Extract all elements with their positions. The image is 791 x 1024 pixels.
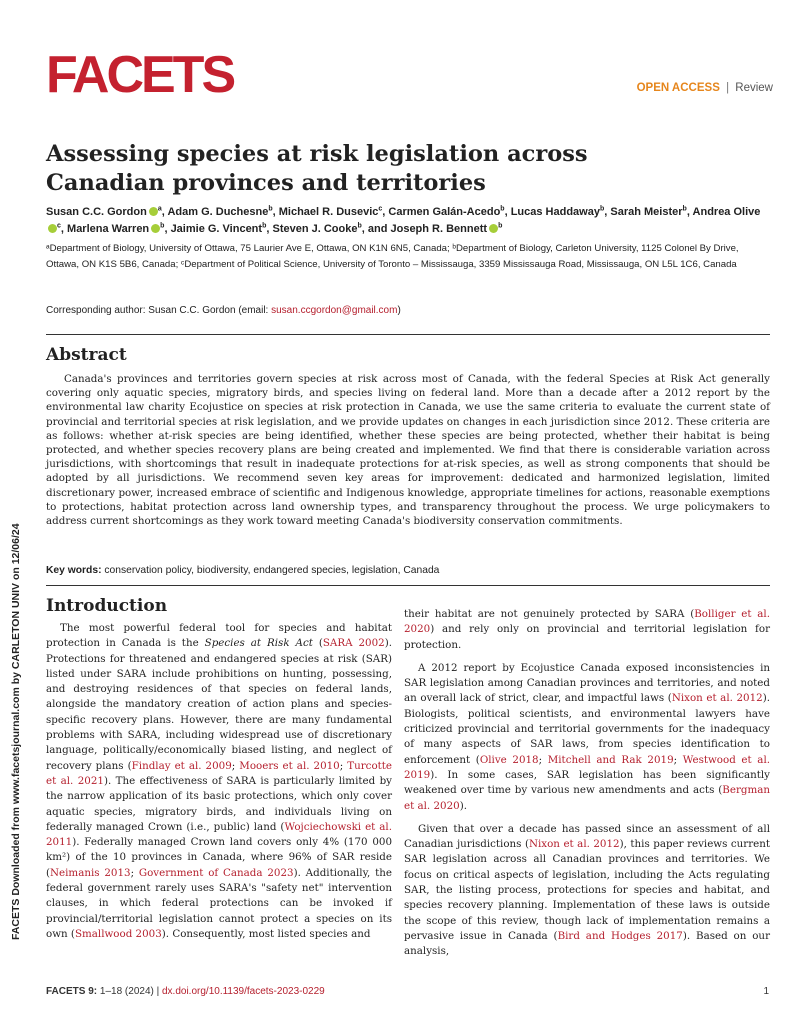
keywords-label: Key words: — [46, 565, 102, 576]
body-text: ; — [339, 759, 348, 772]
open-access-label: OPEN ACCESS — [636, 82, 720, 94]
abstract-text: Canada's provinces and territories govern species at risk across most of Canada, with the federal Species at Risk Act generally covering only aquatic species, migratory birds, and species living on federal land. More than a decade after a 2012 report by the environmental law charity Ecojustice on species at risk protection in Canada, we use the same criteria to evaluate the current state of provincial and territorial species at risk legislation, and we provide updates on changes in each jurisdiction since 2012. These criteria are as follows: whether at-risk species are being identified, whether these species are being protected, whether their habitat is being protected, and whether species recovery plans are being created and implemented. We find that there is considerable variation across jurisdictions, with shortcomings that result in inadequate protections for at-risk species, as well as strong components that should be adopted by all jurisdictions. We recommend seven key areas for improvement: dedicated and harmonized legislation, limited discretionary power, increased embrace of scientific and Indigenous knowledge, appropriate timelines for actions, reasonable exemptions to protections, habitat protection across land ownership types, and transparency throughout the process. We urge policymakers to address current shortcomings as they work toward meeting Canada's biodiversity conservation commitments. — [46, 373, 770, 528]
body-text: ). In some cases, SAR legislation has been significantly weakened over time by various new amendments and acts ( — [404, 768, 770, 797]
corresponding-author-text: Corresponding author: Susan C.C. Gordon (email: — [46, 305, 272, 316]
doi-link[interactable]: dx.doi.org/10.1139/facets-2023-0229 — [162, 986, 325, 997]
author-name: Sarah Meister — [610, 206, 683, 218]
italic-text: Species at Risk Act — [204, 637, 313, 650]
author-affiliation-marker: b — [500, 205, 505, 213]
body-text: ). — [459, 799, 467, 812]
citation-link[interactable]: Bolliger et al. 2020 — [404, 608, 770, 636]
citation-link[interactable]: Mooers et al. 2010 — [239, 759, 340, 772]
orcid-icon[interactable] — [151, 224, 160, 233]
article-type-header — [637, 82, 773, 94]
body-text: ). Additionally, the federal government rarely uses SARA's "safety net" intervention clauses, in which federal protections can be invoked if provincial/territorial legislation cannot protect a species on its own ( — [46, 866, 392, 940]
author-affiliation-marker: b — [262, 222, 267, 230]
author-affiliation-marker: b — [268, 205, 273, 213]
body-text: ). The effectiveness of SARA is particularly limited by the narrow application of its basic protections, which only cover aquatic species, migratory birds, and individuals living on federally managed Crown (i.e., public) land ( — [46, 774, 392, 833]
author-name: Andrea Olive — [692, 206, 761, 218]
affiliations: ᵃDepartment of Biology, University of Ottawa, 75 Laurier Ave E, Ottawa, ON K1N 6N5, Canada; ᵇDepartment of Biology, Carleton University, 1125 Colonel By Drive, Ottawa, ON K1S 5B6, Canada; ᶜDepartment of Political Science, University of Toronto – Mississauga, 3359 Mississauga Road, Mississauga, ON L5L 1C6, Canada — [46, 243, 739, 270]
citation-link[interactable]: Nixon et al. 2012 — [671, 692, 763, 705]
author-name: Steven J. Cooke — [272, 223, 358, 235]
citation-link[interactable]: SARA 2002 — [322, 637, 385, 650]
citation-link[interactable]: Neimanis 2013 — [50, 866, 131, 879]
footer-pages: 1–18 (2024) | — [97, 986, 162, 997]
body-text: A 2012 report by Ecojustice Canada exposed inconsistencies in SAR legislation among Canadian provinces and territories, and noted an overall lack of strict, clear, and impactful laws ( — [404, 661, 770, 705]
citation-link[interactable]: Bergman et al. 2020 — [404, 784, 770, 812]
author-affiliation-marker: c — [378, 205, 383, 213]
citation-link[interactable]: Government of Canada 2023 — [138, 866, 294, 879]
author-affiliation-marker: b — [357, 222, 362, 230]
header-separator: | — [726, 82, 730, 94]
orcid-icon[interactable] — [48, 224, 57, 233]
keywords-text: conservation policy, biodiversity, endangered species, legislation, Canada — [101, 565, 440, 576]
section-divider — [46, 585, 770, 586]
author-affiliation-marker: b — [599, 205, 605, 213]
body-text: ). Protections for threatened and endangered species at risk (SAR) listed under SARA include prohibitions on hunting, possessing, and destroying residences of that species on federal lands, alongside the mandatory creation of action plans and species-specific recovery plans. However, there are many fundamental problems with SARA, including widespread use of discretionary language, politically/economically biased listing, and neglect of recovery plans ( — [46, 637, 392, 772]
body-text: ). Biologists, political scientists, and environmental lawyers have criticized provincial and territorial governments for the inadequacy of many aspects of SAR laws, from species identification to enforcement ( — [404, 692, 770, 766]
citation-link[interactable]: Bird and Hodges 2017 — [557, 929, 683, 942]
introduction-right-column — [404, 607, 770, 960]
corresponding-author — [46, 305, 766, 316]
introduction-paragraph — [404, 607, 770, 653]
article-title: Assessing species at risk legislation across Canadian provinces and territories — [46, 141, 588, 196]
author-list: Susan C.C. Gordon $^a$, Adam G. Duchesne$^b$, Michael R. Dusevic$^c$, Carmen Galán-Acedo$^b$, Lucas Haddaway$^b$, Sarah Meister$^b$, Andrea Olive$^c$, Marlena Warren $^b$, Jaimie G. Vincent$^b$, Steven J. Cooke$^b$, and Joseph R. Bennett $^b$ — [46, 205, 761, 235]
author-affiliation-marker: b — [160, 222, 165, 230]
author-affiliation-marker: b — [498, 222, 503, 230]
body-text: The most powerful federal tool for species and habitat protection in Canada is the — [46, 622, 392, 650]
logo-text: FACETS — [46, 46, 234, 104]
body-text: ). Federally managed Crown land covers only 4% (170 000 km²) of the 10 provinces in Canada, where 96% of SAR reside ( — [46, 836, 392, 879]
article-type-label: Review — [735, 82, 773, 94]
author-name: Joseph R. Bennett — [390, 223, 488, 235]
introduction-paragraph — [404, 661, 770, 814]
body-text: Given that over a decade has passed since an assessment of all Canadian jurisdictions ( — [404, 822, 770, 851]
author-name: Adam G. Duchesne — [167, 206, 269, 218]
download-watermark-text: FACETS Downloaded from www.facetsjournal.com by CARLETON UNIV on 12/06/24 — [10, 523, 22, 940]
author-name: Lucas Haddaway — [510, 206, 600, 218]
body-text: ) and rely only on provincial and territorial legislation for protection. — [404, 623, 770, 651]
introduction-paragraph — [404, 822, 770, 960]
citation-link[interactable]: Turcotte et al. 2021 — [46, 759, 393, 787]
abstract-heading: Abstract — [46, 345, 127, 365]
author-affiliation-marker: b — [682, 205, 687, 213]
citation-link[interactable]: Findlay et al. 2009 — [131, 759, 232, 772]
author-name: Susan C.C. Gordon — [46, 206, 147, 218]
body-text: ; — [673, 753, 683, 766]
corresponding-suffix: ) — [397, 305, 401, 316]
keywords — [46, 565, 770, 576]
facets-logo — [46, 44, 234, 104]
orcid-icon[interactable] — [489, 224, 498, 233]
citation-link[interactable]: Westwood et al. 2019 — [404, 753, 771, 781]
author-name: Carmen Galán-Acedo — [388, 206, 501, 218]
introduction-heading: Introduction — [46, 596, 168, 616]
body-text: ; — [538, 753, 548, 766]
body-text: ( — [312, 637, 323, 650]
body-text: ; — [130, 866, 139, 879]
body-text: ; — [231, 759, 240, 772]
corresponding-email-link[interactable]: susan.ccgordon@gmail.com — [271, 305, 398, 316]
page-footer — [46, 986, 325, 997]
author-affiliation-marker: c — [57, 222, 61, 230]
author-name: Michael R. Dusevic — [278, 206, 379, 218]
section-divider — [46, 334, 770, 335]
citation-link[interactable]: Mitchell and Rak 2019 — [547, 753, 674, 766]
body-text: ). Consequently, most listed species and — [161, 927, 371, 940]
body-text: ). Based on our analysis, — [404, 929, 770, 958]
body-text: ), this paper reviews current SAR legislation across all Canadian provinces and territories. We focus on critical aspects of legislation, including the Acts regulating SAR, the listing process, protections for species and habitat, and species recovery planning. Implementation of these laws is outside the scope of this review, though lack of implementation remains a pervasive issue in Canada ( — [404, 838, 771, 942]
page-number: 1 — [763, 986, 769, 997]
citation-link[interactable]: Wojciechowski et al. 2011 — [46, 820, 392, 849]
citation-link[interactable]: Olive 2018 — [479, 753, 539, 766]
introduction-paragraph — [46, 621, 392, 942]
citation-link[interactable]: Nixon et al. 2012 — [529, 838, 620, 851]
body-text: their habitat are not genuinely protected by SARA ( — [404, 608, 695, 620]
citation-link[interactable]: Smallwood 2003 — [74, 927, 162, 940]
author-name: Jaimie G. Vincent — [170, 223, 263, 235]
introduction-left-column — [46, 621, 392, 942]
orcid-icon[interactable] — [149, 207, 158, 216]
author-affiliation-marker: a — [157, 205, 162, 213]
author-name: Marlena Warren — [67, 223, 150, 235]
footer-journal: FACETS 9: — [46, 986, 98, 997]
